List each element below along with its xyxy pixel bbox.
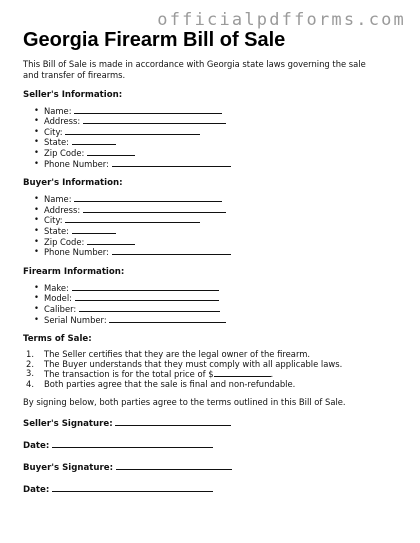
seller-state-field[interactable]: • State: bbox=[23, 137, 403, 148]
seller-date-field[interactable]: Date: bbox=[23, 439, 403, 452]
term-item: 2. The Buyer understands that they must comply with all applicable laws. bbox=[26, 358, 343, 369]
watermark: officialpdfforms.com bbox=[157, 10, 406, 30]
buyer-state-field[interactable]: • State: bbox=[23, 226, 403, 237]
buyer-city-field[interactable]: • City: bbox=[23, 215, 403, 226]
buyer-date-field[interactable]: Date: bbox=[23, 483, 403, 496]
term-item: 4. Both parties agree that the sale is final and non-refundable. bbox=[26, 378, 296, 389]
seller-name-field[interactable]: • Name: bbox=[23, 106, 403, 117]
seller-phone-field[interactable]: • Phone Number: bbox=[23, 159, 403, 170]
firearm-fields bbox=[23, 283, 403, 325]
firearm-make-field[interactable]: • Make: bbox=[23, 283, 403, 294]
buyer-signature-field[interactable]: Buyer's Signature: bbox=[23, 461, 403, 474]
firearm-model-field[interactable]: • Model: bbox=[23, 293, 403, 304]
term-item: 1. The Seller certifies that they are the legal owner of the firearm. bbox=[26, 349, 311, 360]
seller-city-field[interactable]: • City: bbox=[23, 127, 403, 138]
buyer-heading: Buyer's Information: bbox=[23, 178, 123, 189]
buyer-name-field[interactable]: • Name: bbox=[23, 194, 403, 205]
buyer-zip-field[interactable]: • Zip Code: bbox=[23, 237, 403, 248]
intro-paragraph: This Bill of Sale is made in accordance with Georgia state laws governing the sale and transfer of firearms. bbox=[23, 59, 366, 80]
terms-heading: Terms of Sale: bbox=[23, 334, 92, 345]
term-item-price: 3. The transaction is for the total price of $ . bbox=[26, 368, 274, 380]
bill-of-sale-document bbox=[23, 28, 403, 496]
seller-zip-field[interactable]: • Zip Code: bbox=[23, 148, 403, 159]
buyer-address-field[interactable]: • Address: bbox=[23, 205, 403, 216]
firearm-caliber-field[interactable]: • Caliber: bbox=[23, 304, 403, 315]
seller-heading: Seller's Information: bbox=[23, 89, 123, 100]
seller-fields bbox=[23, 106, 403, 170]
terms-list bbox=[23, 350, 403, 389]
seller-address-field[interactable]: • Address: bbox=[23, 116, 403, 127]
firearm-serial-field[interactable]: • Serial Number: bbox=[23, 315, 403, 326]
agreement-text: By signing below, both parties agree to the terms outlined in this Bill of Sale. bbox=[23, 397, 346, 408]
page-title: Georgia Firearm Bill of Sale bbox=[23, 29, 286, 51]
buyer-fields bbox=[23, 194, 403, 258]
firearm-heading: Firearm Information: bbox=[23, 266, 125, 277]
buyer-phone-field[interactable]: • Phone Number: bbox=[23, 247, 403, 258]
price-field[interactable] bbox=[214, 369, 271, 377]
seller-signature-field[interactable]: Seller's Signature: bbox=[23, 417, 403, 430]
